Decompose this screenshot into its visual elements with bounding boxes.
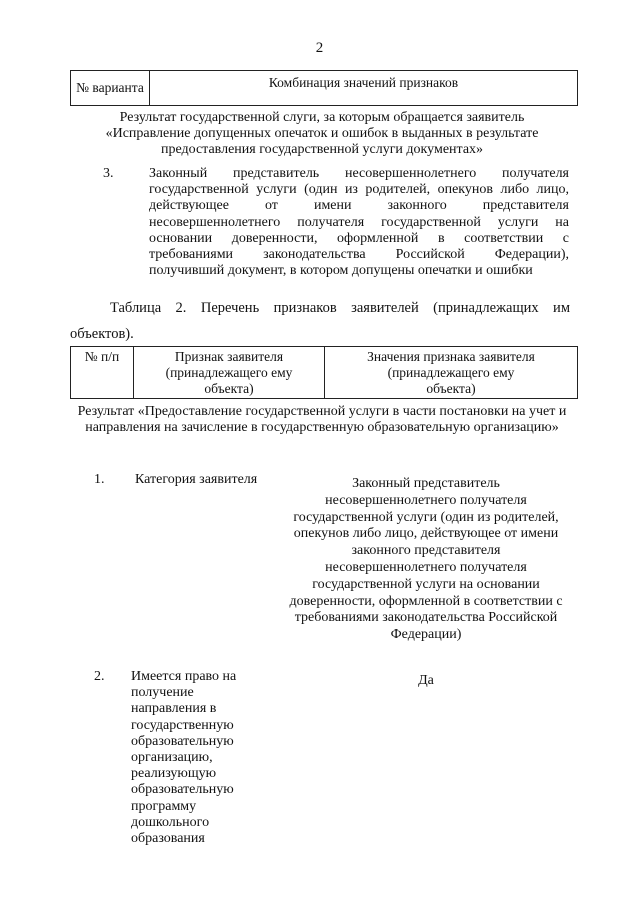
row-1-number: 1.	[94, 472, 105, 487]
row-3-text-main: Законный представитель несовершеннолетнего получателя государственной услуги (один из родителей, опекунов либо лицо, действующее от имени законного представителя несовершеннолетнего получателя государственной услуги на основании доверенности, оформленной в соответствии с требованиями законодательства Российской Федерации),	[149, 166, 569, 263]
row-number-header: № п/п	[71, 347, 134, 399]
applicant-attributes-table-header	[70, 346, 578, 399]
row-2-number: 2.	[94, 669, 105, 684]
value-header: Значения признака заявителя (принадлежащего ему объекта)	[325, 347, 578, 399]
variants-table-header	[70, 70, 578, 106]
row-2-value: Да	[418, 673, 434, 688]
row-2-attribute: Имеется право на получение направления в государственную образовательную организацию, реализующую образовательную программу дошкольного образования	[131, 669, 237, 847]
row-1-value: Законный представитель несовершеннолетнего получателя государственной услуги (один из родителей, опекунов либо лицо, действующее от имени законного представителя несовершеннолетнего получателя государственной услуги на основании доверенности, оформленной в соответствии с требованиями законодательства Российской Федерации)	[289, 476, 563, 643]
section-title-corrections: Результат государственной слуги, за которым обращается заявитель «Исправление допущенных опечаток и ошибок в выданных в результате предоставления государственной услуги документах»	[105, 110, 539, 157]
row-3-text	[149, 166, 569, 279]
combination-header: Комбинация значений признаков	[150, 71, 578, 106]
row-3-text-last: получивший документ, в котором допущены опечатки и ошибки	[149, 263, 533, 279]
row-3-number: 3.	[103, 166, 114, 181]
attribute-header: Признак заявителя (принадлежащего ему объекта)	[134, 347, 325, 399]
table-2-caption: Таблица 2. Перечень признаков заявителей (принадлежащих им объектов).	[70, 300, 570, 342]
row-1-attribute: Категория заявителя	[135, 472, 258, 487]
page-number: 2	[315, 40, 324, 56]
variant-number-header: № варианта	[71, 71, 150, 106]
section-title-enrollment: Результат «Предоставление государственной услуги в части постановки на учет и направления на зачисление в государственную образовательную организацию»	[77, 404, 567, 435]
